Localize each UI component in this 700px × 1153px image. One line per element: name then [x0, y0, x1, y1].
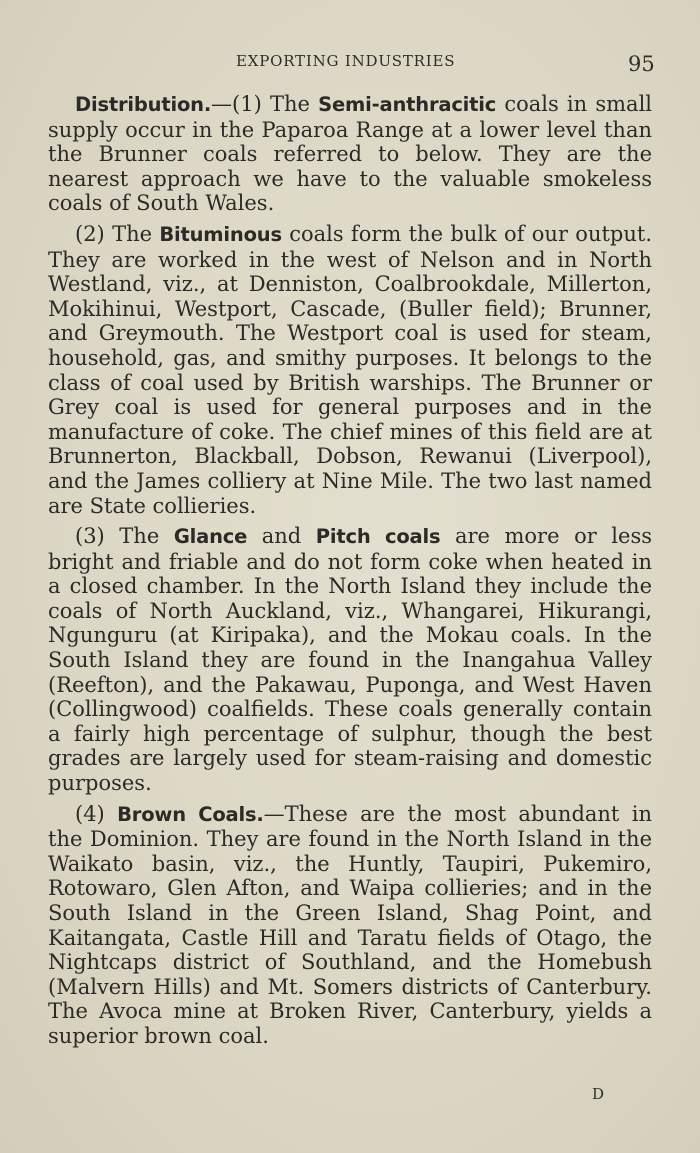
term-pitch-coals: Pitch coals	[315, 525, 441, 549]
term-semi-anthracitic: Semi-anthracitic	[318, 93, 497, 116]
page-number: 95	[628, 52, 655, 76]
paragraph-brown-coals: (4) Brown Coals.—These are the most abundant in the Dominion. They are found in the North Island in the Waikato basin, viz., the Huntly, Taupiri, Pukemiro, Rotowaro, Glen Afton, and Waipa collieries; and in the South Island in the Green Island, Shag Point, and Kaitangata, Castle Hill and Taratu fields of Otago, the Nightcaps district of Southland, and the Homebush (Malvern Hills) and Mt. Somers districts of Canterbury. The Avoca mine at Broken River, Canterbury, yields a superior brown coal.	[48, 801, 652, 1048]
term-bituminous: Bituminous	[159, 222, 282, 246]
body-text	[48, 92, 652, 1055]
term-brown-coals: Brown Coals.	[117, 802, 264, 826]
paragraph-distribution: Distribution.—(1) The Semi-anthracitic coals in small supply occur in the Paparoa Range at a lower level than the Brunner coals referred to below. They are the nearest approach we have to the valuable smokeless coals of South Wales.	[48, 92, 653, 216]
heading-distribution: Distribution.	[75, 93, 212, 116]
signature-mark: D	[592, 1085, 605, 1103]
term-glance: Glance	[173, 525, 248, 549]
running-head-title: EXPORTING INDUSTRIES	[236, 52, 456, 70]
paragraph-glance-pitch: (3) The Glance and Pitch coals are more or less bright and friable and do not form coke when heated in a closed chamber. In the North Island they include the coals of North Auckland, viz., Whangarei, Hikurangi, Ngunguru (at Kiripaka), and the Mokau coals. In the South Island they are found in the Inangahua Valley (Reefton), and the Pakawau, Puponga, and West Haven (Collingwood) coalfields. These coals generally contain a fairly high percentage of sulphur, though the best grades are largely used for steam-raising and domestic purposes.	[48, 524, 653, 796]
paragraph-bituminous: (2) The Bituminous coals form the bulk of our output. They are worked in the west of Nelson and in North Westland, viz., at Denniston, Coalbrookdale, Millerton, Mokihinui, Westport, Cascade, (Buller field); Brunner, and Greymouth. The Westport coal is used for steam, household, gas, and smithy purposes. It belongs to the class of coal used by British warships. The Brunner or Grey coal is used for general purposes and in the manufacture of coke. The chief mines of this field are at Brunnerton, Blackball, Dobson, Rewanui (Liverpool), and the James colliery at Nine Mile. The two last named are State collieries.	[48, 221, 652, 518]
